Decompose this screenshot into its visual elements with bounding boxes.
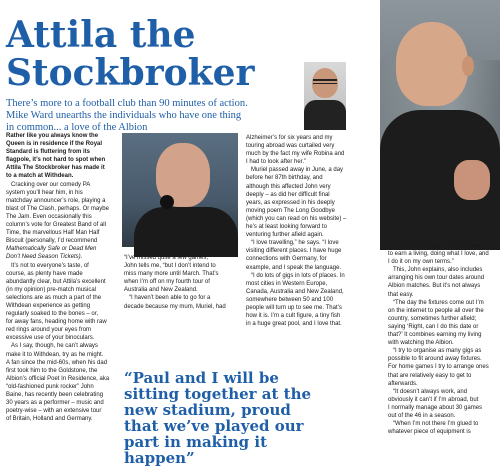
article-column-2 [124, 254, 240, 311]
text-line: obviously it can’t if I’m abroad, but [388, 396, 479, 403]
text-line: that easy. [388, 291, 414, 298]
text-line: possible to fit around away fixtures. [388, 356, 482, 363]
text-line: first took him to the Goldstone, the [6, 367, 98, 374]
text-line: Standard is fluttering from its [6, 149, 91, 156]
text-line: Albion matches. But it’s not always [388, 283, 481, 290]
text-line: “The day the fixtures come out I’m [393, 299, 484, 306]
text-line: “It doesn’t always work, and [393, 388, 468, 395]
pull-quote-line: part in making it [124, 433, 268, 451]
text-line: to earn a living, doing what I love, and [388, 251, 489, 258]
text-line: saying ‘Right, can I do this date or [388, 323, 479, 330]
text-line: Albion’s official Poet In Residence, aka [6, 375, 110, 382]
text-line: on the internet to people all over the [388, 307, 484, 314]
text-line: afterwards. [388, 380, 418, 387]
text-line: although this affected John very [246, 183, 331, 190]
text-line: A fan since the mid-60s, when his dad [6, 359, 108, 366]
text-line: moving poem The Long Goodbye [246, 207, 335, 214]
author-mugshot [304, 62, 346, 126]
pull-quote-line: happen” [124, 449, 195, 467]
text-line: system you’ll hear him, in his [6, 189, 83, 196]
text-line: arranging his own tour dates around [388, 275, 485, 282]
text-line: “I try to organise as many gigs as [393, 348, 482, 355]
text-line: “I do lots of gigs in lots of places. In [251, 272, 345, 279]
text-line: Canada, Australia and New Zealand, [246, 288, 344, 295]
text-line: I do it on my own terms.” [388, 259, 454, 266]
text-line: in a huge great pool, and I love that. [246, 321, 342, 328]
text-line: regularly soaked to the bones – or, [6, 311, 99, 318]
text-line: “I haven’t been able to go for a [129, 295, 211, 302]
text-line: much by the fact my wife Robina and [246, 151, 345, 158]
text-line: Biscuit (personally, I’d recommend [6, 238, 98, 245]
text-line: Mathematically Safe or Dead Men [6, 246, 97, 253]
text-line: Rather like you always know the [6, 133, 99, 139]
article-column-3 [246, 134, 370, 328]
text-line: blast of The Clash, perhaps. Or maybe [6, 205, 109, 212]
text-line: Alzheimer’s for six years and my [246, 135, 333, 141]
text-line: “I’ve missed quite a few games,” [124, 255, 211, 261]
text-line: Queen is in residence if the Royal [6, 141, 103, 148]
text-line: country, sometimes further afield; [388, 315, 477, 322]
text-line: for away fans, heading home with raw [6, 319, 107, 326]
text-line: somewhere between 50 and 100 [246, 296, 334, 303]
text-line: decade because my mum, Muriel, had [124, 303, 226, 310]
pull-quote-line: new stadium, proud [124, 401, 291, 419]
standfirst-line: in common... a love of the Albion [6, 122, 148, 133]
article-column-4 [388, 242, 492, 436]
text-line: It’s not to everyone’s taste, of [11, 262, 89, 269]
pull-quote-line: “Paul and I will be [124, 369, 279, 387]
text-line: that are relatively easy to get to [388, 372, 472, 379]
subject-photo-large [380, 0, 500, 238]
text-line: excessive use of your binoculars. [6, 335, 95, 342]
text-line: I normally manage about 30 games [388, 404, 483, 411]
text-line: (in my opinion) pre-match musical [6, 286, 97, 293]
text-line: whatever piece of equipment is [388, 429, 471, 436]
text-line: 30 years as a performer – music and [6, 400, 104, 407]
text-line: selections are as much a part of the [6, 294, 102, 301]
text-line: For home games I try to arrange ones [388, 364, 489, 371]
text-line: This, John explains, also includes [393, 267, 483, 274]
text-line: Australia and New Zealand. [124, 287, 198, 294]
text-line: out of the 46 in a season. [388, 412, 456, 419]
text-line: Attila The Stockbroker has made it [6, 165, 105, 172]
text-line: of Britain, Holland and Germany. [6, 416, 93, 423]
text-line: deeply – as did her difficult final [246, 191, 330, 198]
text-line: “old-fashioned punk rocker” John [6, 383, 94, 390]
text-line: connections with Germany, for [246, 256, 327, 263]
text-line: The Jam. Even occasionally this [6, 213, 92, 220]
pull-quote [124, 370, 380, 466]
text-line: John tells me, “but I don’t intend to [124, 263, 216, 270]
text-line: Time, the marvellous Half Man Half [6, 230, 100, 237]
text-line: poetry-wise – with an extensive tour [6, 408, 102, 415]
text-line: I had to look after her.” [246, 159, 307, 166]
subject-photo-small [122, 133, 238, 247]
text-line: with watching the Albion. [388, 340, 454, 347]
text-line: make it to Withdean, try as he might. [6, 351, 104, 358]
text-line: “It’s a phenomenally wonderful way [388, 243, 482, 249]
text-line: venturing further afield again. [246, 232, 324, 239]
title-line: Attila the [6, 14, 196, 56]
article-title [6, 16, 336, 92]
text-line: he’s at least looking forward to [246, 224, 327, 231]
text-line: (which you can read on his website) – [246, 215, 347, 222]
text-line: touring abroad was curtailed very [246, 143, 335, 150]
text-line: matchday announcer’s role, playing a [6, 197, 106, 204]
standfirst-line: Mike Ward unearths the individuals who have one thing [6, 110, 242, 121]
text-line: most cities in Western Europe, [246, 280, 328, 287]
article-column-1 [6, 132, 116, 423]
text-line: “I love travelling,” he says. “I love [251, 240, 339, 247]
text-line: that?’ It combines earning my living [388, 332, 482, 339]
text-line: Muriel passed away in June, a day [251, 167, 344, 174]
text-line: example, and I speak the language. [246, 264, 342, 271]
text-line: before her 87th birthday, and [246, 175, 323, 182]
text-line: Withdean experience as getting [6, 302, 91, 309]
text-line: when I’m off on my fourth tour of [124, 279, 210, 286]
text-line: years, as expressed in his deeply [246, 199, 335, 206]
text-line: course, as plenty have made [6, 270, 83, 277]
text-line: to a match at Withdean. [6, 173, 74, 180]
text-line: how it is. I’m a cult figure, a tiny fish [246, 313, 341, 320]
text-line: people will turn up to see me. That’s [246, 304, 342, 311]
text-line: flagpole, it’s not hard to spot when [6, 157, 106, 164]
pull-quote-line: that we’ve played our [124, 417, 304, 435]
text-line: As I say, though, he can’t always [11, 343, 98, 350]
pull-quote-line: sitting together at the [124, 385, 312, 403]
standfirst-line: There’s more to a football club than 90 minutes of action. [6, 98, 248, 109]
text-line: “When I’m not there I’m glued to [393, 421, 479, 428]
text-line: Baine, has recently been celebrating [6, 392, 104, 398]
text-line: abundantly clear, but Attila’s excellent [6, 278, 106, 285]
text-line: column’s vote for Greatest Band of all [6, 222, 106, 229]
text-line: Cracking over our comedy PA [11, 181, 91, 188]
text-line: Don’t Need Season Tickets). [6, 254, 83, 261]
text-line: visiting different places. I have huge [246, 248, 342, 255]
text-line: miss many more until March. That’s [124, 271, 219, 278]
title-line: Stockbroker [6, 52, 255, 94]
standfirst [6, 98, 306, 134]
text-line: red rings around your eyes from [6, 327, 92, 334]
